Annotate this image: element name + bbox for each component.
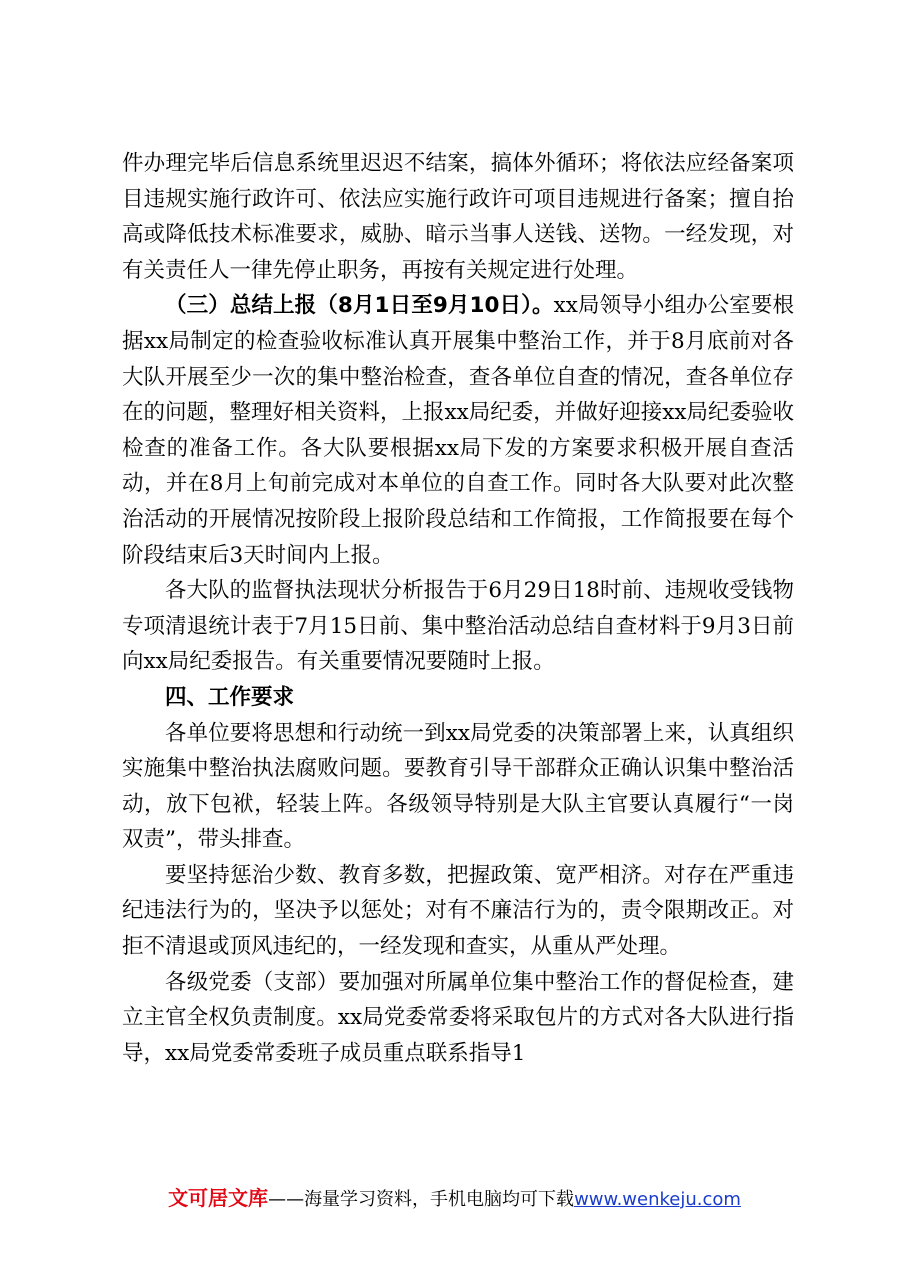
paragraph-continuation: 件办理完毕后信息系统里迟迟不结案，搞体外循环；将依法应经备案项目违规实施行政许可、依法应实施行政许可项目违规进行备案；擅自抬高或降低技术标准要求，威胁、暗示当事人送钱、送物。一经发现，对有关责任人一律先停止职务，再按有关规定进行处理。 [122, 151, 794, 283]
paragraph-deadlines: 各大队的监督执法现状分析报告于6月29日18时前、违规收受钱物专项清退统计表于7月15日前、集中整治活动总结自查材料于9月3日前向xx局纪委报告。有关重要情况要随时上报。 [122, 578, 794, 675]
paragraph-supervision: 各级党委（支部）要加强对所属单位集中整治工作的督促检查，建立主官全权负责制度。xx局党委常委将采取包片的方式对各大队进行指导，xx局党委常委班子成员重点联系指导1 [122, 969, 794, 1066]
paragraph-summary-body: xx局领导小组办公室要根据xx局制定的检查验收标准认真开展集中整治工作，并于8月底前对各大队开展至少一次的集中整治检查，查各单位自查的情况，查各单位存在的问题，整理好相关资料，上报xx局纪委，并做好迎接xx局纪委验收检查的准备工作。各大队要根据xx局下发的方案要求积极开展自查活动，并在8月上旬前完成对本单位的自查工作。同时各大队要对此次整治活动的开展情况按阶段上报阶段总结和工作简报，工作简报要在每个阶段结束后3天时间内上报。 [122, 293, 795, 568]
paragraph-policy: 要坚持惩治少数、教育多数，把握政策、宽严相济。对存在严重违纪违法行为的，坚决予以惩处；对有不廉洁行为的，责令限期改正。对拒不清退或顶风违纪的，一经发现和查实，从重从严处理。 [122, 862, 794, 960]
paragraph-requirements: 各单位要将思想和行动统一到xx局党委的决策部署上来，认真组织实施集中整治执法腐败问题。要教育引导干部群众正确认识集中整治活动，放下包袱，轻装上阵。各级领导特别是大队主官要认真履行“一岗双责”，带头排查。 [122, 720, 794, 853]
footer-slogan: ——海量学习资料，手机电脑均可下载 [268, 1189, 575, 1210]
section-heading: 四、工作要求 [165, 684, 295, 710]
footer-url-link[interactable]: www.wenkeju.com [574, 1189, 741, 1210]
document-body [122, 146, 794, 1071]
footer-banner [0, 1182, 909, 1211]
subsection-heading: （三）总结上报（8月1日至9月10日）。 [165, 293, 554, 319]
paragraph-summary-report [122, 288, 794, 573]
footer-brand: 文可居文库 [168, 1186, 269, 1210]
